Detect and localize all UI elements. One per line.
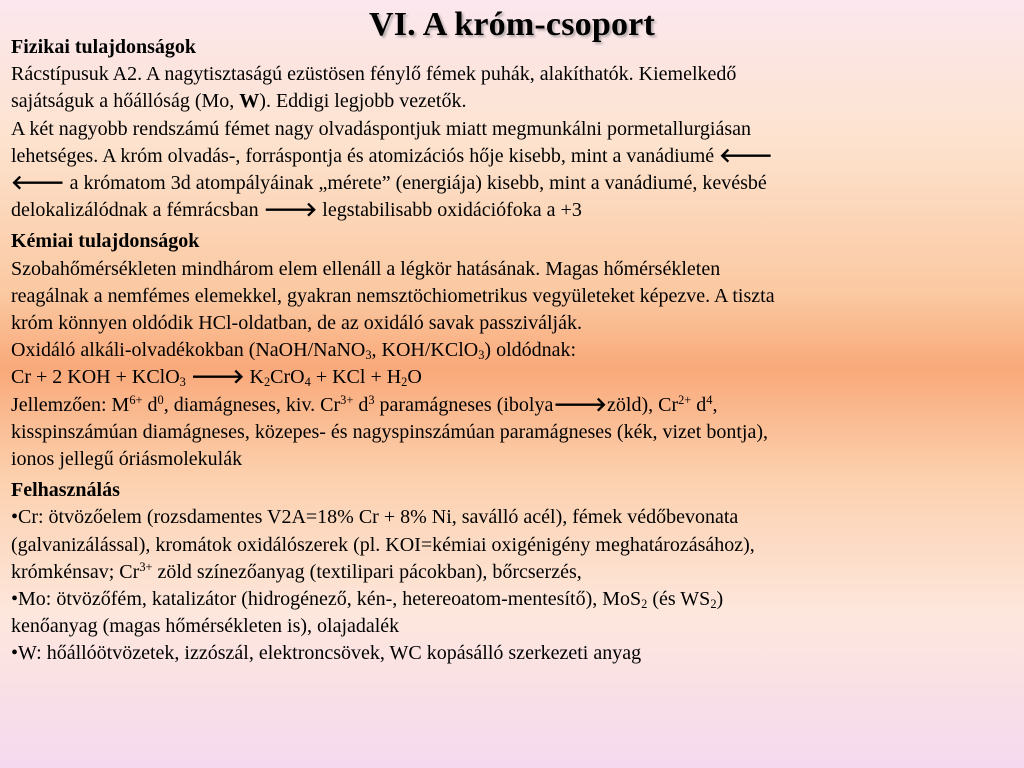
physical-heading: Fizikai tulajdonságok [11, 36, 197, 58]
chemical-line-6: Jellemzően: $M^{6+}$ $d^0$, diamágneses, kiv. $Cr^{3+}$ $d^3$ paramágneses (ibolya🡒zöld), $Cr^{2+}$ $d^4$, [11, 392, 718, 416]
arrow-left-icon: 🡐 [719, 144, 773, 167]
slide-content [11, 34, 1016, 668]
physical-line-4: lehetséges. A króm olvadás-, forráspontja és atomizációs hője kisebb, mint a vanádiumé 🡐 [11, 144, 773, 167]
chemical-equation: Cr + 2 KOH + KClO$_3$ 🡒 $K_2CrO_4$ + KCl + $H_2O$ [11, 366, 422, 390]
arrow-left-icon: 🡐 [11, 172, 65, 195]
usage-line-1: •Cr: ötvözőelem (rozsdamentes V2A=18% Cr + 8% Ni, saválló acél), fémek védőbevonata [11, 506, 739, 529]
chemical-heading: Kémiai tulajdonságok [11, 230, 200, 253]
arrow-right-icon: 🡒 [263, 199, 318, 222]
usage-line-5: kenőanyag (magas hőmérsékleten is), olajadalék [11, 615, 400, 638]
usage-line-3: krómkénsav; $Cr^{3+}$ zöld színezőanyag (textilipari pácokban), bőrcserzés, [11, 560, 582, 583]
chemical-line-4: Oxidáló alkáli-olvadékokban (NaOH/NaNO$_3$, KOH/KClO$_3$) oldódnak: [11, 339, 577, 363]
arrow-right-icon: 🡒 [553, 393, 608, 416]
chemical-line-7: kisspinszámúan diamágneses, közepes- és nagyspinszámúan paramágneses (kék, vizet bontja), [11, 420, 768, 443]
chemical-line-8: ionos jellegű óriásmolekulák [11, 448, 243, 471]
physical-line-1: Rácstípusuk A2. A nagytisztaságú ezüstösen fénylő fémek puhák, alakíthatók. Kiemelkedő [11, 63, 737, 86]
physical-line-5: 🡐 a krómatom 3d atompályáinak „mérete” (energiája) kisebb, mint a vanádiumé, kevésbé [11, 172, 767, 195]
chemical-line-1: Szobahőmérsékleten mindhárom elem ellenáll a légkör hatásának. Magas hőmérsékleten [11, 257, 721, 280]
page-title: VI. A króm-csoport [369, 6, 655, 43]
usage-line-2: (galvanizálással), kromátok oxidálószerek (pl. KOI=kémiai oxigénigény meghatározásához), [11, 533, 755, 556]
usage-heading: Felhasználás [11, 479, 120, 502]
chemical-line-2: reagálnak a nemfémes elemekkel, gyakran nemsztöchiometrikus vegyületeket képezve. A tiszta [11, 284, 775, 307]
chemical-line-3: króm könnyen oldódik HCl-oldatban, de az oxidáló savak passziválják. [11, 312, 582, 335]
usage-line-4: •Mo: ötvözőfém, katalizátor (hidrogénező, kén-, hetereoatom-mentesítő), MoS$_2$ (és $WS_2$) [11, 588, 724, 612]
physical-line-2: sajátságuk a hőállóság (Mo, W). Eddigi legjobb vezetők. [11, 90, 467, 113]
physical-line-6: delokalizálódnak a fémrácsban 🡒 legstabilisabb oxidációfoka a +3 [11, 199, 582, 222]
arrow-right-icon: 🡒 [190, 366, 245, 389]
usage-line-6: •W: hőállóötvözetek, izzószál, elektroncsövek, WC kopásálló szerkezeti anyag [11, 642, 642, 665]
physical-line-3: A két nagyobb rendszámú fémet nagy olvadáspontjuk miatt megmunkálni pormetallurgiásan [11, 117, 752, 140]
